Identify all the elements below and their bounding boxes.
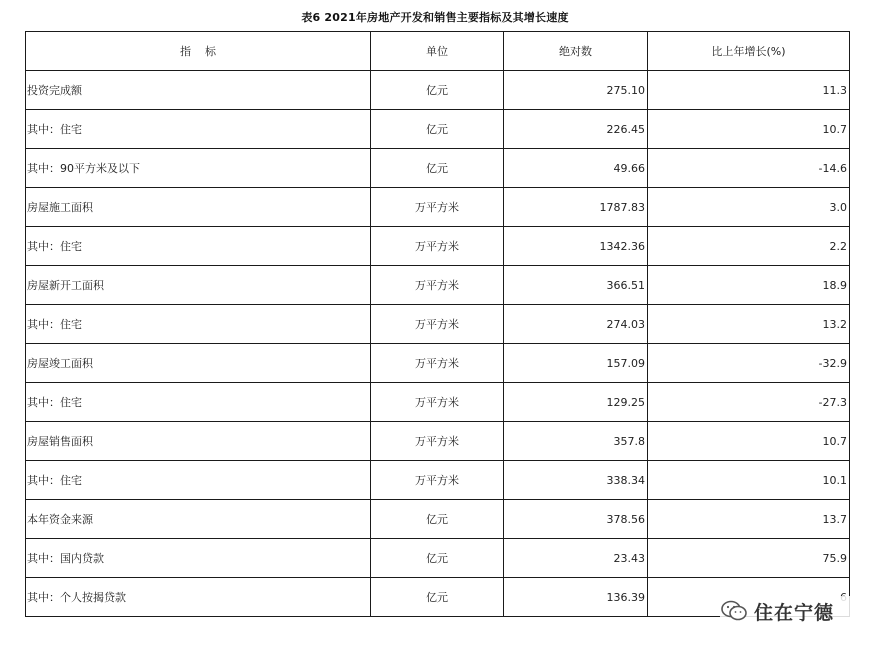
table-row [26, 422, 850, 461]
table-row [26, 344, 850, 383]
cell-value: 136.39 [504, 578, 648, 617]
cell-unit: 万平方米 [371, 188, 504, 227]
cell-growth: 3.0 [648, 188, 850, 227]
cell-unit: 亿元 [371, 539, 504, 578]
cell-value: 129.25 [504, 383, 648, 422]
cell-unit: 亿元 [371, 149, 504, 188]
cell-value: 157.09 [504, 344, 648, 383]
cell-value: 338.34 [504, 461, 648, 500]
cell-growth: 10.7 [648, 422, 850, 461]
table-row [26, 71, 850, 110]
wechat-icon [720, 599, 748, 623]
cell-growth: 10.7 [648, 110, 850, 149]
header-indicator: 指 标 [26, 32, 371, 71]
cell-indicator: 房屋新开工面积 [26, 266, 371, 305]
cell-growth: 13.2 [648, 305, 850, 344]
cell-unit: 万平方米 [371, 266, 504, 305]
table-row [26, 110, 850, 149]
table-row [26, 149, 850, 188]
cell-indicator: 其中：住宅 [26, 383, 371, 422]
cell-unit: 万平方米 [371, 383, 504, 422]
table-row [26, 383, 850, 422]
header-row [26, 32, 850, 71]
cell-growth: 10.1 [648, 461, 850, 500]
cell-indicator: 房屋施工面积 [26, 188, 371, 227]
cell-value: 366.51 [504, 266, 648, 305]
cell-value: 23.43 [504, 539, 648, 578]
cell-indicator: 房屋销售面积 [26, 422, 371, 461]
cell-growth: 11.3 [648, 71, 850, 110]
cell-indicator: 其中：90平方米及以下 [26, 149, 371, 188]
table-row [26, 227, 850, 266]
table-row [26, 266, 850, 305]
cell-growth: -32.9 [648, 344, 850, 383]
table-row [26, 539, 850, 578]
cell-unit: 万平方米 [371, 422, 504, 461]
cell-value: 1787.83 [504, 188, 648, 227]
table-row [26, 305, 850, 344]
cell-indicator: 其中：住宅 [26, 305, 371, 344]
table-row [26, 188, 850, 227]
cell-value: 378.56 [504, 500, 648, 539]
indicator-table [25, 31, 850, 617]
cell-indicator: 其中：国内贷款 [26, 539, 371, 578]
table-row [26, 461, 850, 500]
cell-value: 49.66 [504, 149, 648, 188]
cell-growth: 2.2 [648, 227, 850, 266]
cell-unit: 亿元 [371, 110, 504, 149]
cell-growth: 75.9 [648, 539, 850, 578]
cell-unit: 亿元 [371, 578, 504, 617]
cell-indicator: 房屋竣工面积 [26, 344, 371, 383]
cell-indicator: 其中：住宅 [26, 461, 371, 500]
header-value: 绝对数 [504, 32, 648, 71]
header-unit: 单位 [371, 32, 504, 71]
cell-value: 226.45 [504, 110, 648, 149]
cell-indicator: 其中：住宅 [26, 227, 371, 266]
watermark [720, 596, 860, 626]
watermark-text: 住在宁德 [754, 601, 835, 624]
cell-value: 275.10 [504, 71, 648, 110]
cell-value: 274.03 [504, 305, 648, 344]
cell-unit: 万平方米 [371, 344, 504, 383]
cell-value: 357.8 [504, 422, 648, 461]
cell-growth: -14.6 [648, 149, 850, 188]
cell-indicator: 其中：个人按揭贷款 [26, 578, 371, 617]
header-growth: 比上年增长(%) [648, 32, 850, 71]
cell-unit: 亿元 [371, 71, 504, 110]
cell-growth: 18.9 [648, 266, 850, 305]
cell-indicator: 投资完成额 [26, 71, 371, 110]
cell-indicator: 本年资金来源 [26, 500, 371, 539]
cell-growth: 13.7 [648, 500, 850, 539]
cell-unit: 万平方米 [371, 461, 504, 500]
cell-unit: 万平方米 [371, 227, 504, 266]
cell-value: 1342.36 [504, 227, 648, 266]
cell-growth: -27.3 [648, 383, 850, 422]
table-title: 表6 2021年房地产开发和销售主要指标及其增长速度 [301, 11, 569, 24]
cell-indicator: 其中：住宅 [26, 110, 371, 149]
table-row [26, 500, 850, 539]
cell-unit: 万平方米 [371, 305, 504, 344]
cell-unit: 亿元 [371, 500, 504, 539]
